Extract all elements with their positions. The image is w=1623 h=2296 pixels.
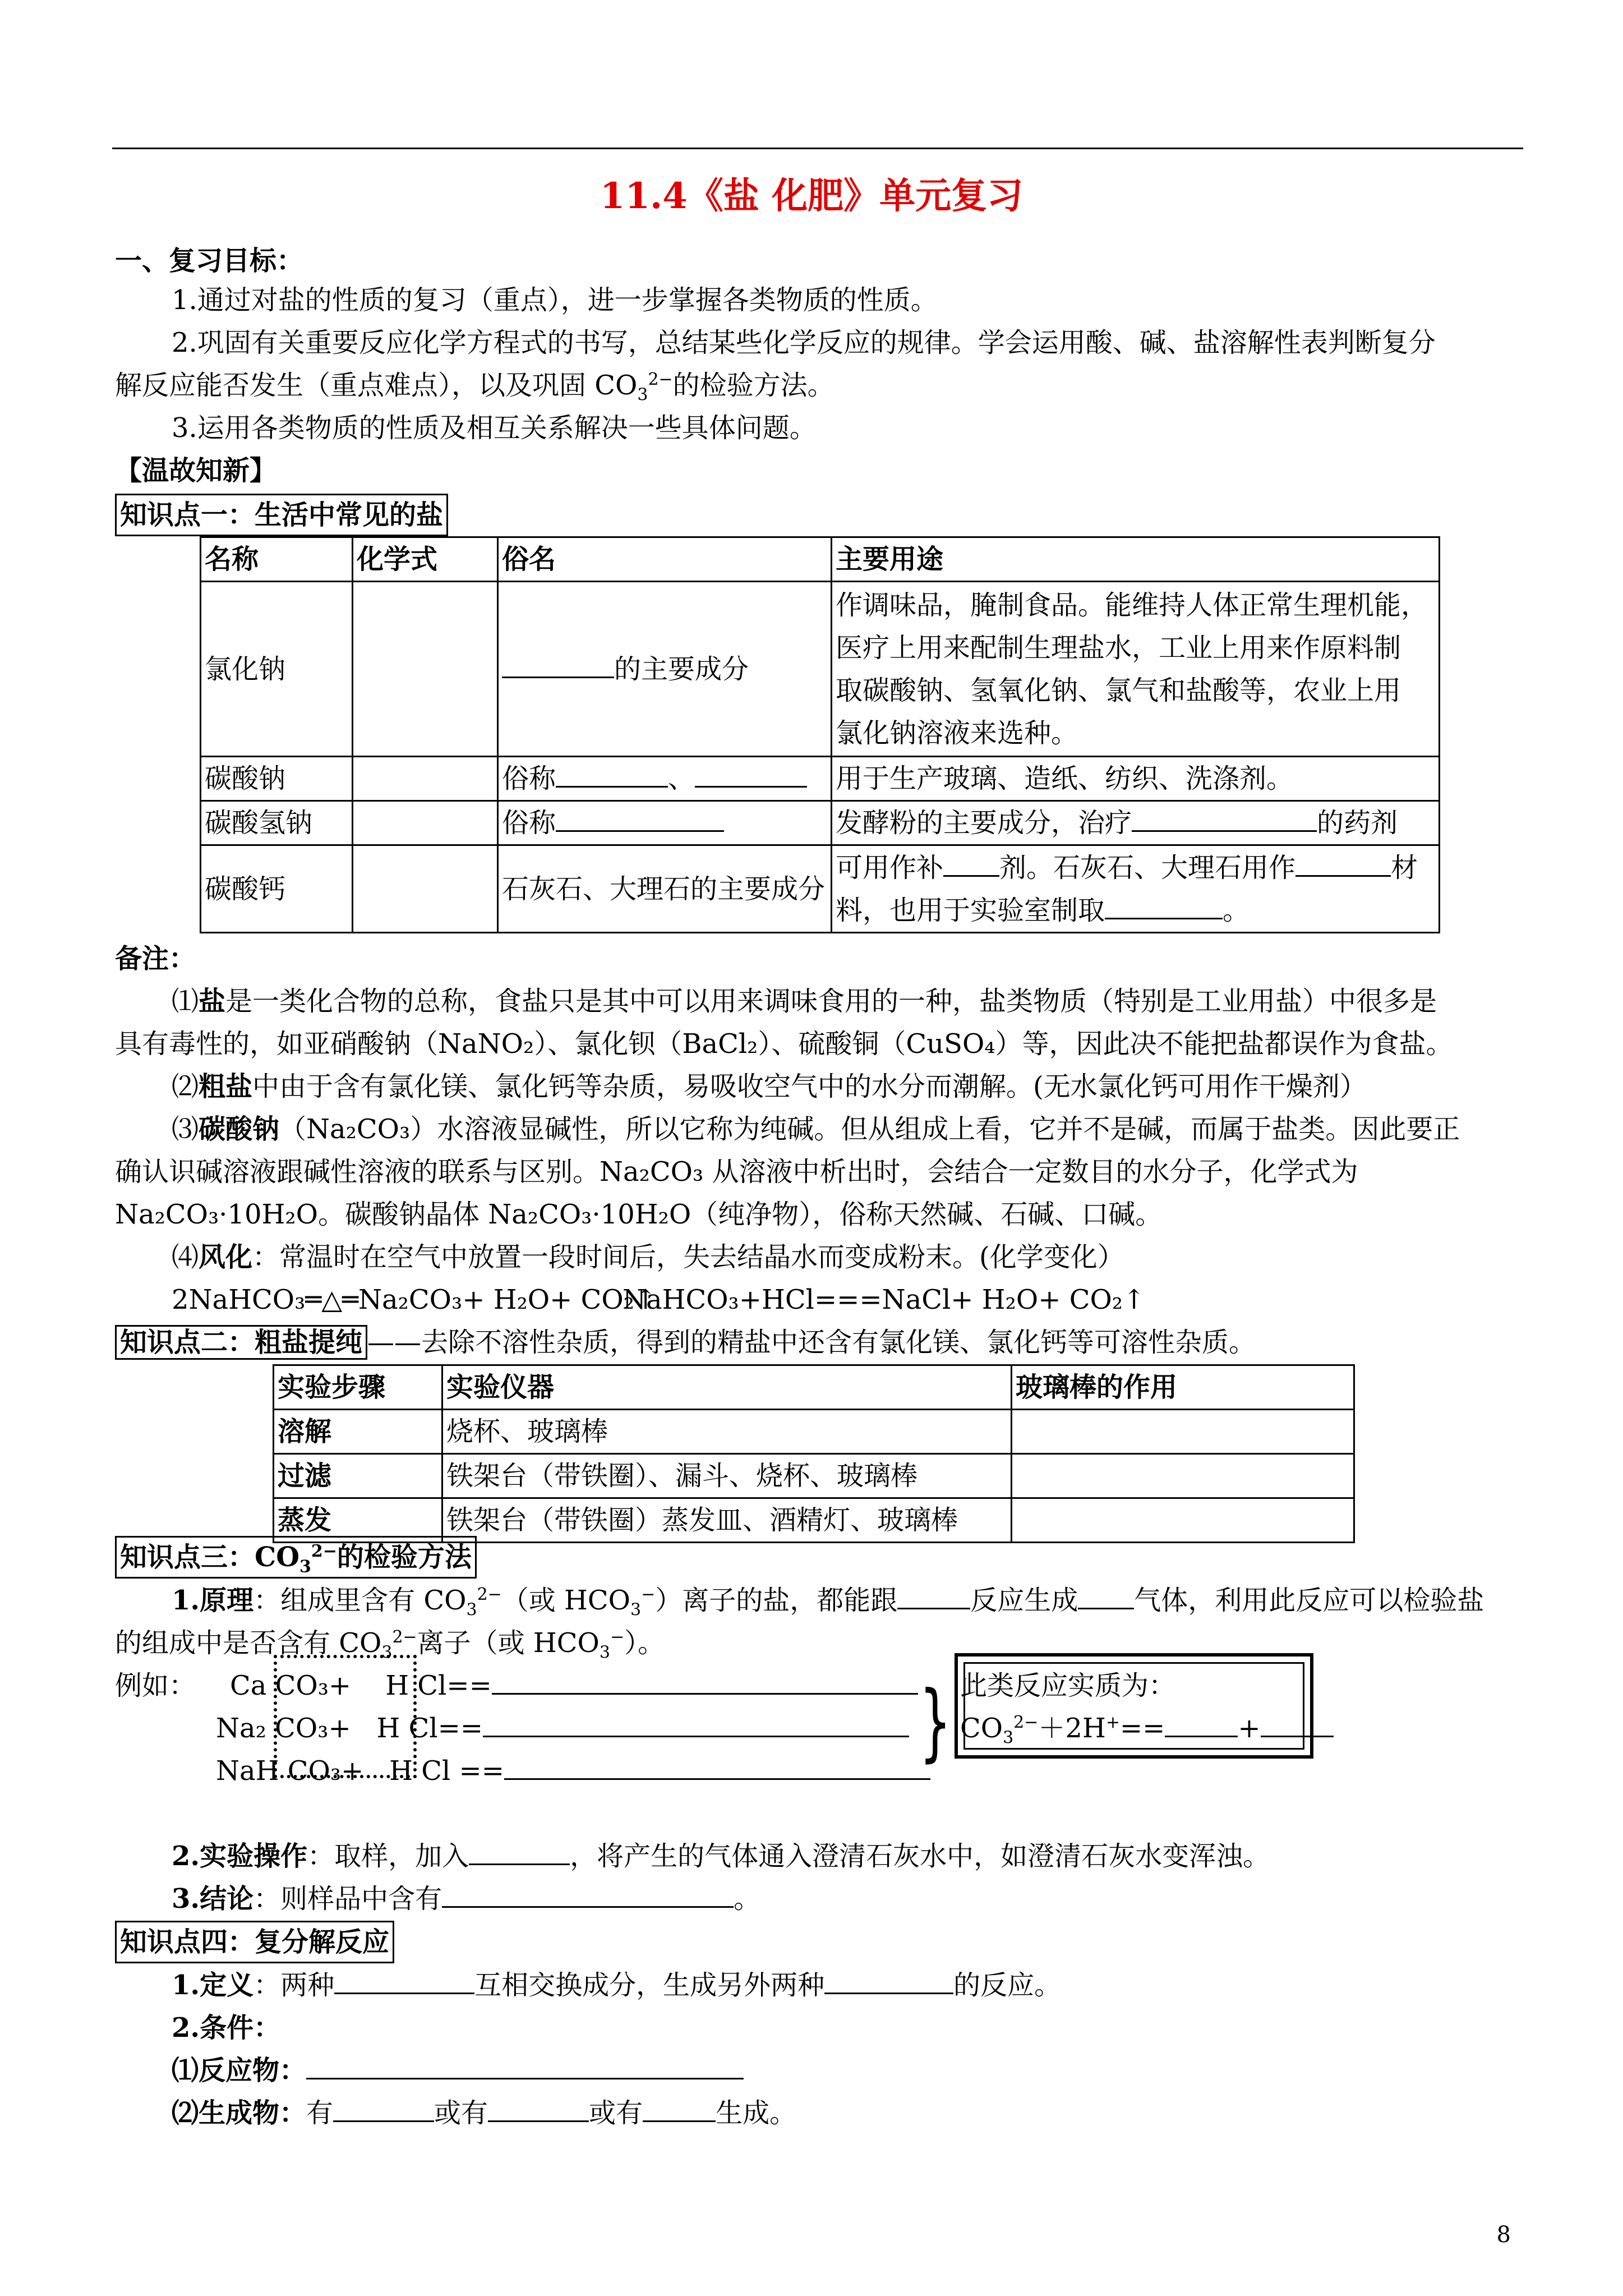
header-cell: 俗名 — [498, 537, 832, 582]
use-cell: 作调味品，腌制食品。能维持人体正常生理机能， 医疗上用来配制生理盐水，工业上用来作原料制 取碳酸钠、氢氧化钠、氯气和盐酸等，农业上用 氯化钠溶液来选种。 — [832, 582, 1440, 757]
formula-cell — [353, 757, 498, 801]
apparatus-cell: 铁架台（带铁圈）蒸发皿、酒精灯、玻璃棒 — [442, 1498, 1012, 1543]
kp2-label: 知识点二：粗盐提纯 — [115, 1325, 367, 1360]
common-cell: 俗称 、 — [498, 757, 832, 801]
note-3-line3: Na₂CO₃·10H₂O。碳酸钠晶体 Na₂CO₃·10H₂O（纯净物），俗称天然碱、石碱、口碱。 — [115, 1199, 1163, 1230]
example-label: 例如： — [115, 1670, 196, 1701]
page-number: 8 — [1496, 2222, 1511, 2248]
common-cell: 俗称 — [498, 801, 832, 845]
goals-heading: 一、复习目标： — [115, 245, 304, 277]
role-cell — [1012, 1454, 1354, 1498]
table-row — [201, 845, 1440, 933]
table-row — [201, 757, 1440, 801]
header-cell: 玻璃棒的作用 — [1012, 1365, 1354, 1410]
formula-cell — [353, 801, 498, 845]
table-header-row — [201, 537, 1440, 582]
kp3-principle-line2: 的组成中是否含有 $CO_3^{2-}$离子（或 $HCO_3^-$）。 — [115, 1627, 665, 1663]
kp3-conclusion: 3.结论：则样品中含有 。 — [172, 1877, 760, 1921]
kp4-condition-2: ⑵生成物：有 或有 或有 生成。 — [172, 2091, 796, 2135]
note-1-line2: 具有毒性的，如亚硝酸钠（NaNO₂）、氯化钡（BaCl₂）、硫酸铜（CuSO₄）等，因此决不能把盐都误作为食盐。 — [115, 1028, 1453, 1060]
note-3-line1: ⑶碳酸钠（Na₂CO₃）水溶液显碱性，所以它称为纯碱。但从组成上看，它并不是碱，而属于盐类。因此要正 — [172, 1114, 1460, 1145]
equation-2: NaHCO₃+HCl===NaCl+ H₂O+ CO₂↑ — [623, 1284, 1146, 1315]
header-cell: 化学式 — [353, 537, 498, 582]
role-cell — [1012, 1410, 1354, 1454]
review-label: 【温故知新】 — [115, 455, 277, 486]
page-title: 11.4《盐 化肥》单元复习 — [600, 175, 1023, 217]
use-cell: 可用作补 剂。石灰石、大理石用作 材 料，也用于实验室制取 。 — [832, 845, 1440, 933]
table-row — [274, 1454, 1354, 1498]
equation-1: 2NaHCO₃═△═Na₂CO₃+ H₂O+ CO₂↑ — [172, 1284, 657, 1315]
formula-cell — [353, 582, 498, 757]
note-2: ⑵粗盐中由于含有氯化镁、氯化钙等杂质，易吸收空气中的水分而潮解。(无水氯化钙可用作干燥剂） — [172, 1071, 1367, 1102]
table-row — [201, 582, 1440, 757]
kp4-conditions: 2.条件： — [172, 2012, 281, 2044]
name-cell: 碳酸钠 — [201, 757, 353, 801]
header-cell: 实验仪器 — [442, 1365, 1012, 1410]
example-3: NaH CO₃+ H Cl == — [216, 1749, 930, 1793]
name-cell: 碳酸钙 — [201, 845, 353, 933]
header-cell: 实验步骤 — [274, 1365, 442, 1410]
role-cell — [1012, 1498, 1354, 1543]
example-2: Na₂ CO₃+ H Cl== — [216, 1706, 909, 1750]
apparatus-cell: 烧杯、玻璃棒 — [442, 1410, 1012, 1454]
note-3-line2: 确认识碱溶液跟碱性溶液的联系与区别。Na₂CO₃ 从溶液中析出时，会结合一定数目的水分子，化学式为 — [115, 1156, 1358, 1188]
kp3-principle-line1: 1.原理：组成里含有 $CO_3^{2-}$（或 $HCO_3^-$）离子的盐，都能跟 反应生成 气体，利用此反应可以检验盐 — [172, 1579, 1484, 1622]
header-cell: 名称 — [201, 537, 353, 582]
note-1-line1: ⑴盐是一类化合物的总称，食盐只是其中可以用来调味食用的一种，盐类物质（特别是工业用盐）中很多是 — [172, 986, 1437, 1017]
step-cell: 溶解 — [274, 1410, 442, 1454]
apparatus-cell: 铁架台（带铁圈）、漏斗、烧杯、玻璃棒 — [442, 1454, 1012, 1498]
example-1: Ca CO₃+ H Cl== — [230, 1664, 918, 1708]
kp2-table — [273, 1364, 1355, 1543]
header-cell: 主要用途 — [832, 537, 1440, 582]
step-cell: 过滤 — [274, 1454, 442, 1498]
table-row — [201, 801, 1440, 845]
kp1-table — [200, 536, 1440, 933]
kp1-label: 知识点一：生活中常见的盐 — [115, 494, 448, 536]
use-cell: 用于生产玻璃、造纸、纺织、洗涤剂。 — [832, 757, 1440, 801]
step-cell: 蒸发 — [274, 1498, 442, 1543]
kp4-definition: 1.定义：两种 互相交换成分，生成另外两种 的反应。 — [172, 1963, 1061, 2007]
common-cell: 石灰石、大理石的主要成分 — [498, 845, 832, 933]
kp2-line: 知识点二：粗盐提纯 ——去除不溶性杂质，得到的精盐中还含有氯化镁、氯化钙等可溶性杂质。 — [115, 1320, 1256, 1364]
essence-equation: $CO_3^{2-}+2H^+==$ + — [960, 1706, 1334, 1750]
use-cell: 发酵粉的主要成分，治疗 的药剂 — [832, 801, 1440, 845]
name-cell: 碳酸氢钠 — [201, 801, 353, 845]
notes-heading: 备注： — [115, 943, 196, 974]
header-rule — [112, 148, 1523, 149]
kp4-condition-1: ⑴反应物： — [172, 2049, 744, 2092]
essence-title: 此类反应实质为： — [960, 1670, 1176, 1701]
brace-icon: } — [919, 1673, 952, 1771]
table-row — [274, 1410, 1354, 1454]
common-cell: 的主要成分 — [498, 582, 832, 757]
name-cell: 氯化钠 — [201, 582, 353, 757]
kp3-label: 知识点三：$CO_3^{2-}$的检验方法 — [115, 1536, 477, 1579]
goal-1: 1.通过对盐的性质的复习（重点），进一步掌握各类物质的性质。 — [172, 284, 938, 316]
kp3-operation: 2.实验操作：取样，加入 ，将产生的气体通入澄清石灰水中，如澄清石灰水变浑浊。 — [172, 1834, 1270, 1878]
goal-2-line2: 解反应能否发生（重点难点），以及巩固 $CO_3^{2-}$的检验方法。 — [115, 370, 834, 405]
kp4-label: 知识点四：复分解反应 — [115, 1921, 394, 1963]
goal-3: 3.运用各类物质的性质及相互关系解决一些具体问题。 — [172, 412, 817, 444]
table-header-row — [274, 1365, 1354, 1410]
formula-cell — [353, 845, 498, 933]
dotted-highlight-box — [274, 1655, 417, 1778]
note-4: ⑷风化：常温时在空气中放置一段时间后，失去结晶水而变成粉末。(化学变化） — [172, 1241, 1124, 1273]
goal-2-line1: 2.巩固有关重要反应化学方程式的书写，总结某些化学反应的规律。学会运用酸、碱、盐溶解性表判断复分 — [172, 327, 1436, 358]
